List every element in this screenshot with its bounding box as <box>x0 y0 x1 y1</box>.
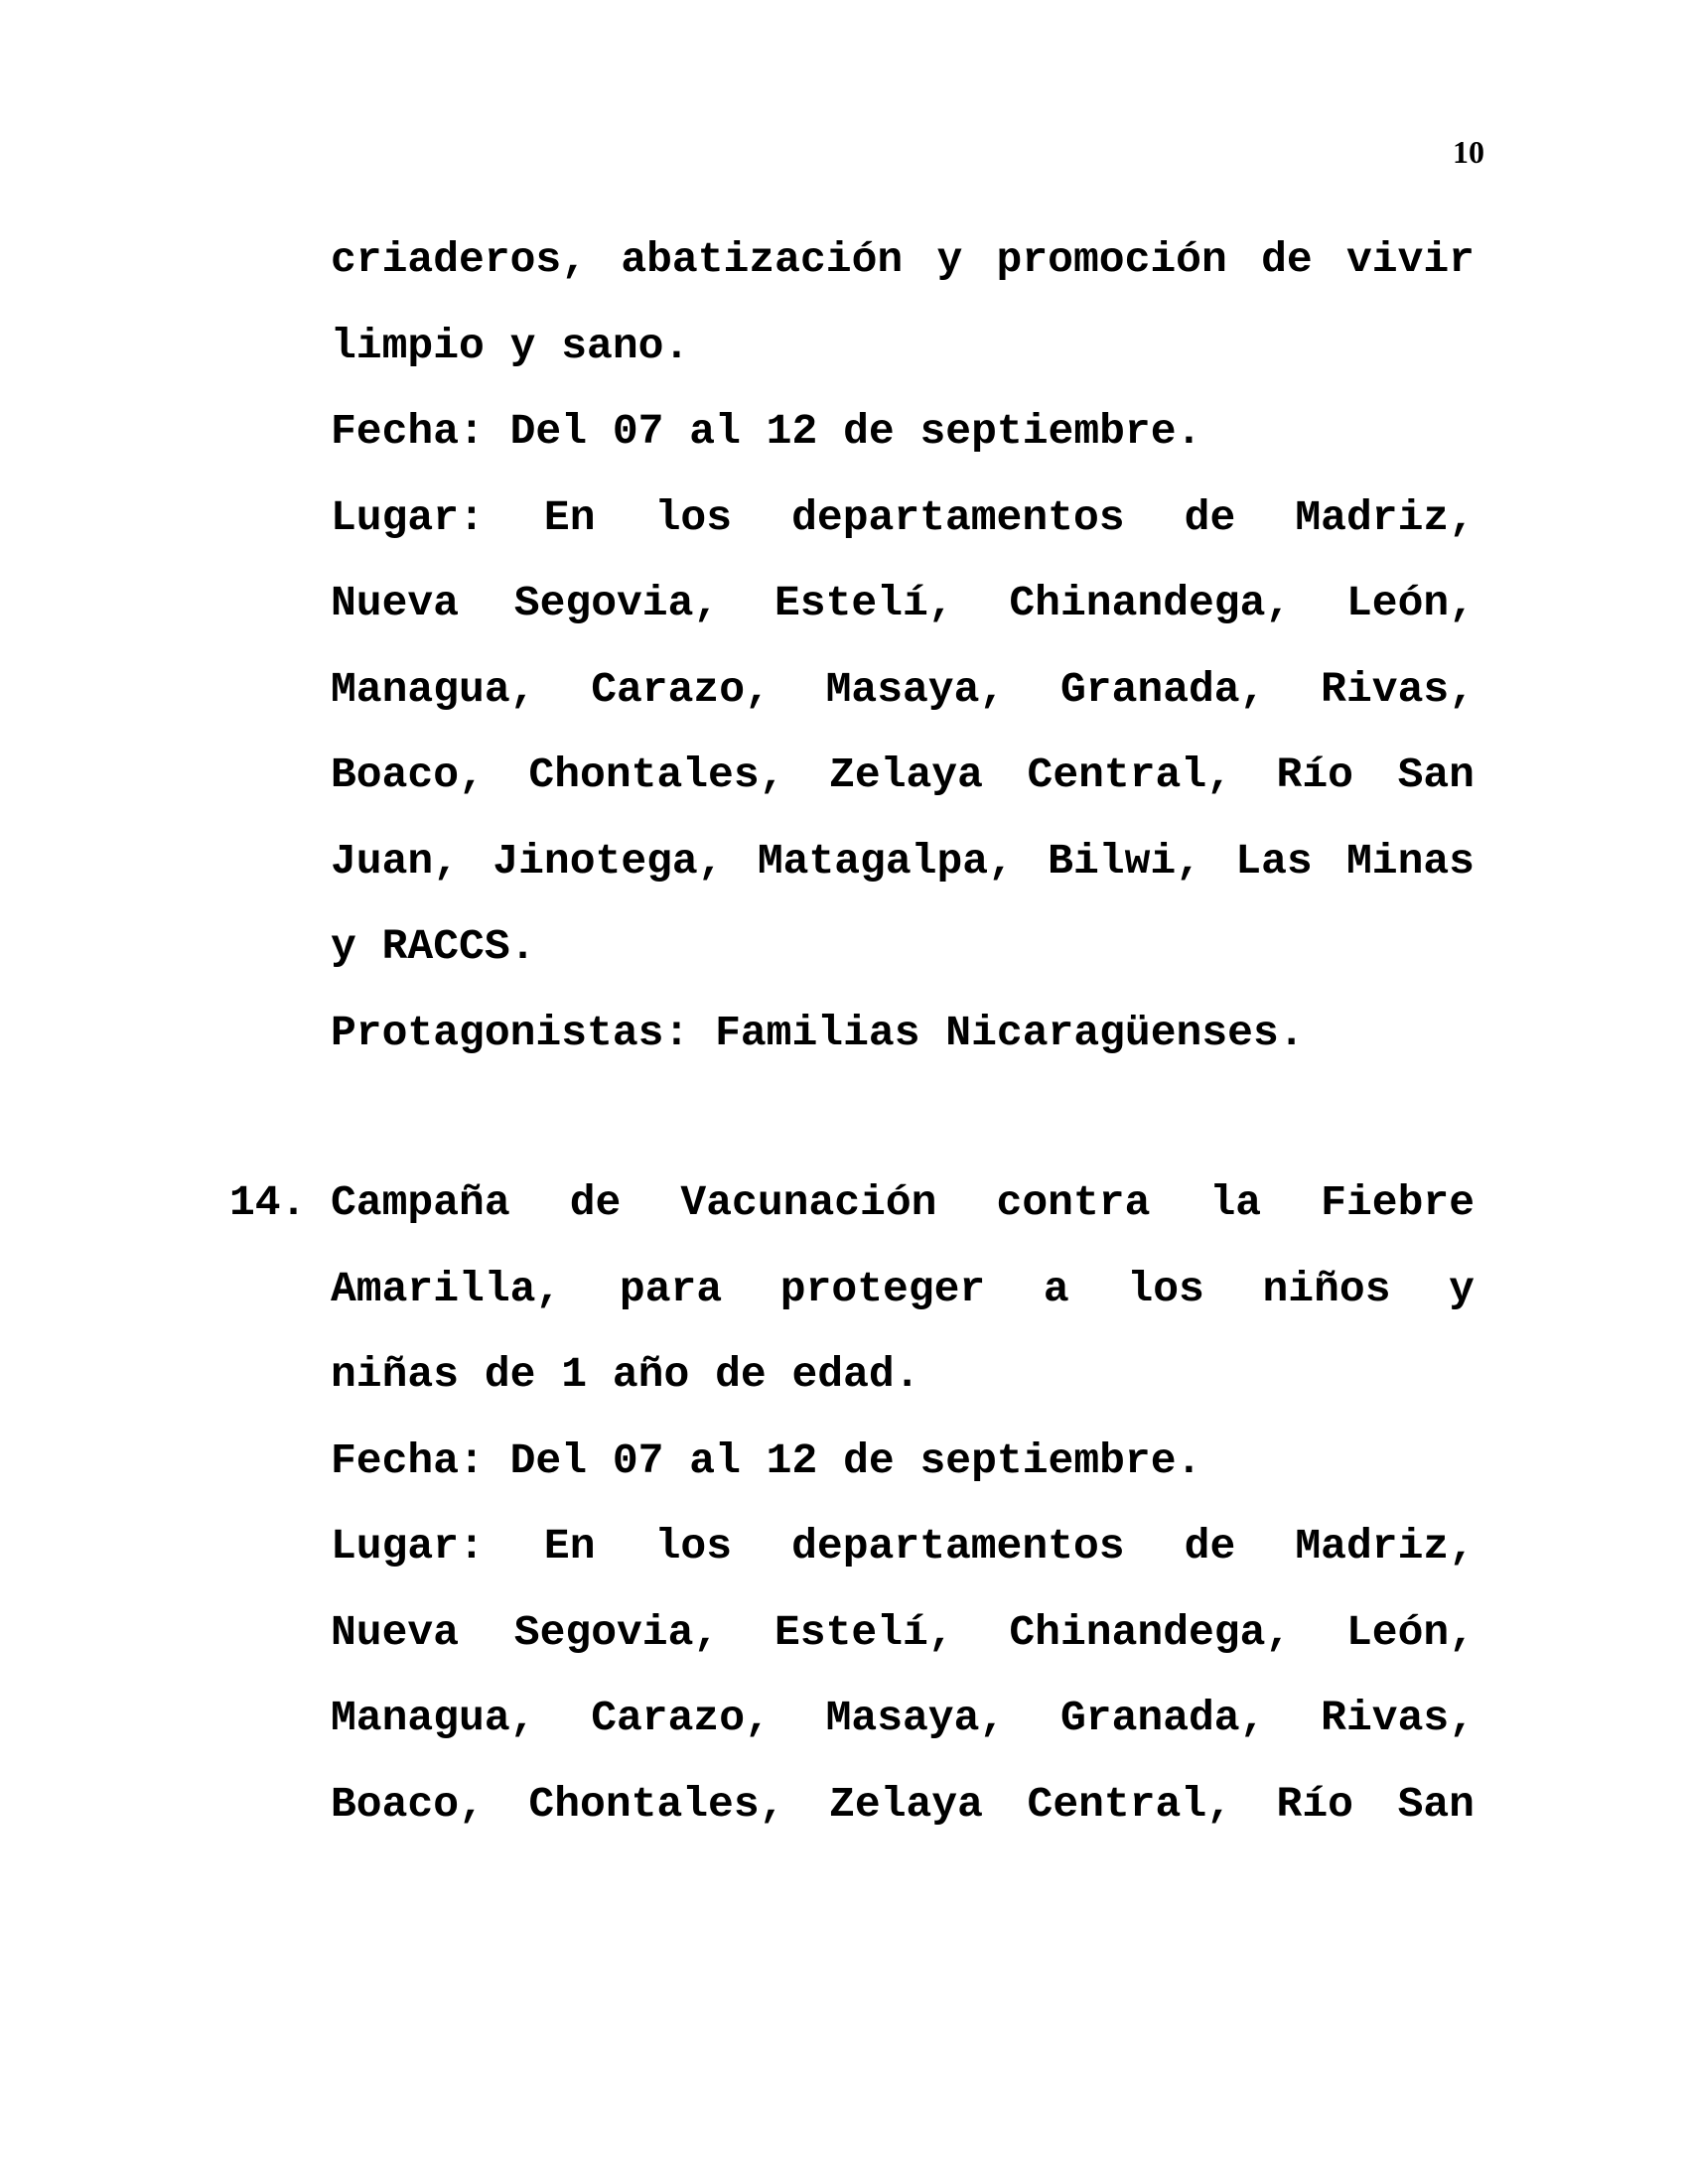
item-number: 14. <box>229 1178 307 1227</box>
text-line: Boaco, Chontales, Zelaya Central, Río San <box>331 751 1475 799</box>
item-title-line: niñas de 1 año de edad. <box>331 1350 920 1399</box>
text-line: criaderos, abatización y promoción de vivir <box>331 235 1475 284</box>
text-line: Nueva Segovia, Estelí, Chinandega, León, <box>331 579 1475 627</box>
page-number: 10 <box>1453 134 1484 170</box>
text-line: Boaco, Chontales, Zelaya Central, Río San <box>331 1779 1475 1829</box>
item-title-line: Amarilla, para proteger a los niños y <box>331 1264 1475 1313</box>
item-14 <box>229 1160 1475 1847</box>
text-line: Nueva Segovia, Estelí, Chinandega, León, <box>331 1607 1475 1657</box>
date-line: Fecha: Del 07 al 12 de septiembre. <box>331 407 1202 456</box>
text-line: Managua, Carazo, Masaya, Granada, Rivas, <box>331 664 1475 714</box>
item-13-continuation <box>331 217 1475 1076</box>
item-title-line: Campaña de Vacunación contra la Fiebre <box>331 1178 1475 1227</box>
place-line: Lugar: En los departamentos de Madriz, <box>331 1522 1475 1570</box>
place-line: Lugar: En los departamentos de Madriz, <box>331 492 1475 542</box>
text-line: Juan, Jinotega, Matagalpa, Bilwi, Las Minas <box>331 836 1475 886</box>
text-line: y RACCS. <box>331 922 536 971</box>
text-line: Managua, Carazo, Masaya, Granada, Rivas, <box>331 1694 1475 1742</box>
text-line: limpio y sano. <box>331 321 690 370</box>
participants-line: Protagonistas: Familias Nicaragüenses. <box>331 1008 1305 1057</box>
date-line: Fecha: Del 07 al 12 de septiembre. <box>331 1435 1202 1485</box>
